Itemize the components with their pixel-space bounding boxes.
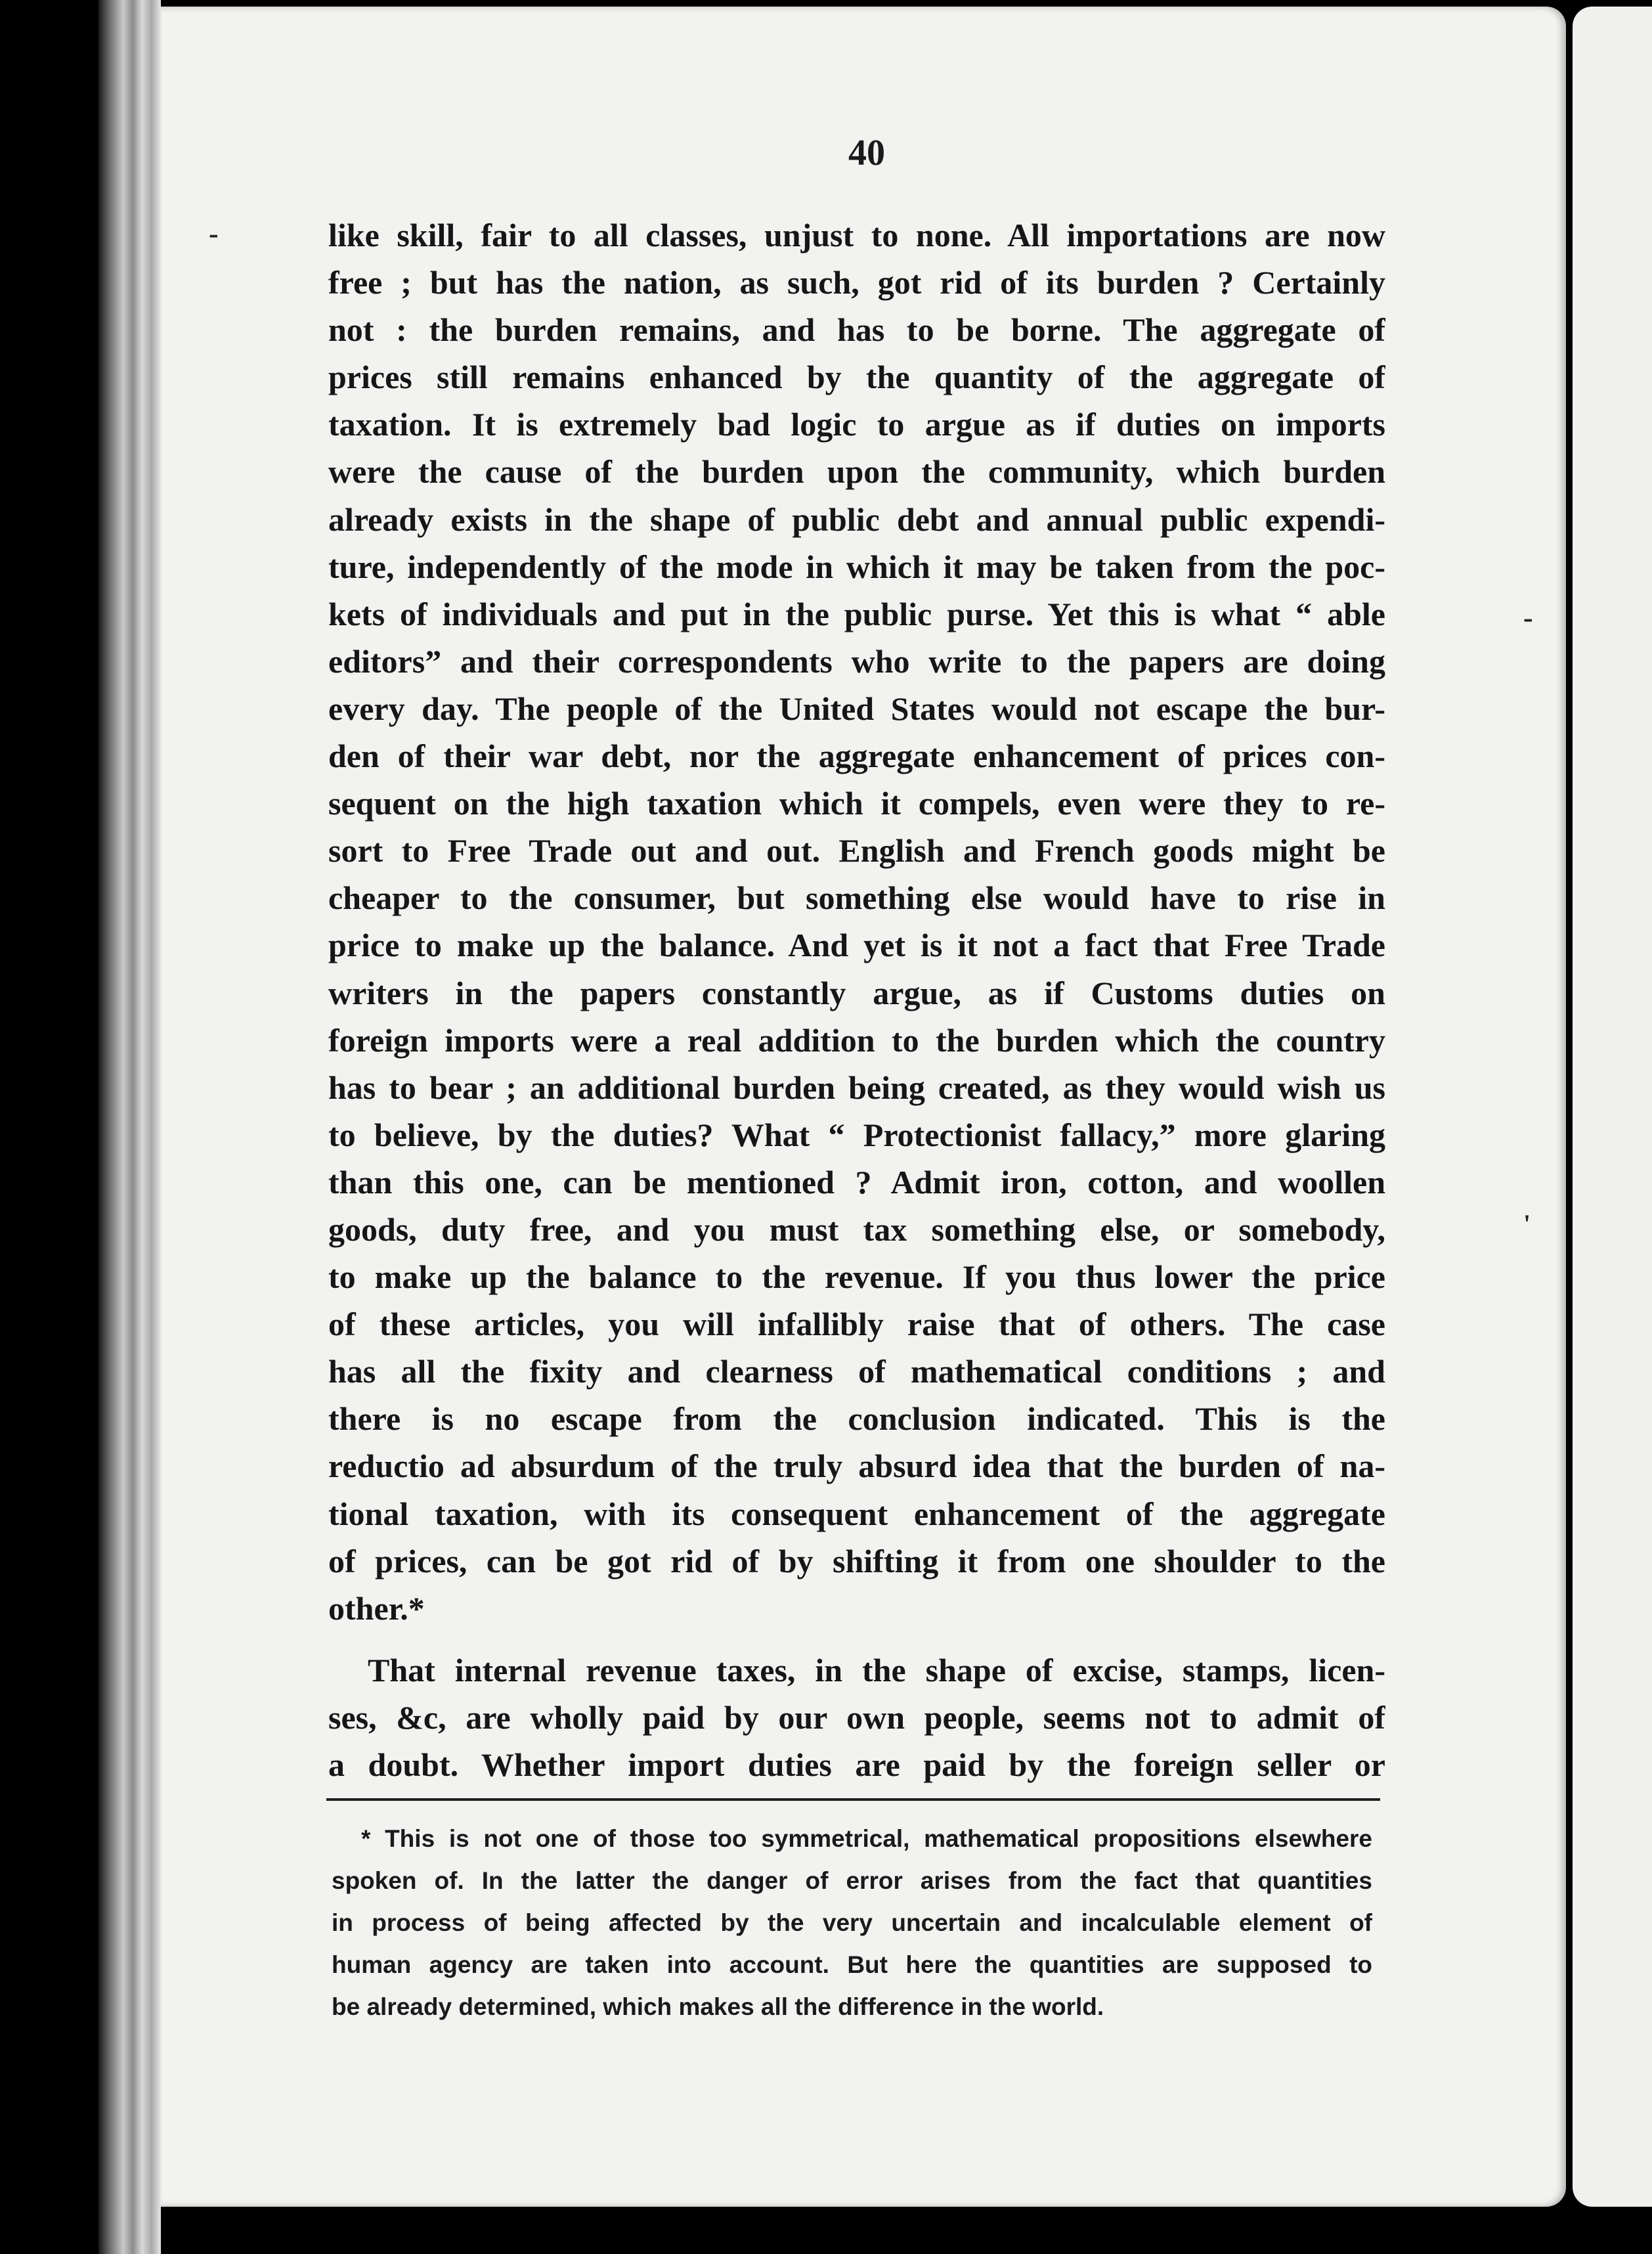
text-line: kets of individuals and put in the public purse. Yet this is what “ able: [328, 595, 1385, 632]
footnote-line: spoken of. In the latter the danger of error arises from the fact that quantities: [332, 1867, 1372, 1894]
text-line: a doubt. Whether import duties are paid by the foreign seller or: [328, 1746, 1385, 1783]
text-line: were the cause of the burden upon the community, which burden: [328, 453, 1385, 491]
text-line: has all the fixity and clearness of mathematical conditions ; and: [328, 1353, 1385, 1390]
text-line: writers in the papers constantly argue, as if Customs duties on: [328, 974, 1385, 1011]
page-number: 40: [848, 133, 885, 173]
text-line: than this one, can be mentioned ? Admit iron, cotton, and woollen: [328, 1163, 1385, 1201]
text-line: price to make up the balance. And yet is it not a fact that Free Trade: [328, 927, 1385, 964]
text-line: tional taxation, with its consequent enhancement of the aggregate: [328, 1495, 1385, 1532]
scan-mark: -: [1523, 602, 1533, 634]
text-line: taxation. It is extremely bad logic to argue as if duties on imports: [328, 406, 1385, 443]
text-line: to believe, by the duties? What “ Protectionist fallacy,” more glaring: [328, 1116, 1385, 1153]
footnote-rule: [326, 1798, 1380, 1801]
text-line: to make up the balance to the revenue. If you thus lower the price: [328, 1258, 1385, 1296]
text-line: every day. The people of the United States would not escape the bur-: [328, 690, 1385, 727]
text-line: prices still remains enhanced by the quantity of the aggregate of: [328, 359, 1385, 396]
text-line: sort to Free Trade out and out. English and French goods might be: [328, 832, 1385, 870]
text-line: foreign imports were a real addition to the burden which the country: [328, 1021, 1385, 1059]
text-line: goods, duty free, and you must tax something else, or somebody,: [328, 1210, 1385, 1248]
text-line: of these articles, you will infallibly raise that of others. The case: [328, 1306, 1385, 1343]
text-line: other.*: [328, 1589, 425, 1627]
text-line: reductio ad absurdum of the truly absurd idea that the burden of na-: [328, 1447, 1385, 1485]
text-line: free ; but has the nation, as such, got rid of its burden ? Certainly: [328, 264, 1385, 301]
text-line: already exists in the shape of public debt and annual public expendi-: [328, 500, 1385, 538]
text-line: of prices, can be got rid of by shifting it from one shoulder to the: [328, 1542, 1385, 1580]
text-line: not : the burden remains, and has to be borne. The aggregate of: [328, 311, 1385, 349]
text-line: editors” and their correspondents who write to the papers are doing: [328, 642, 1385, 680]
scan-mark: ': [1523, 1209, 1531, 1239]
text-line: den of their war debt, nor the aggregate enhancement of prices con-: [328, 738, 1385, 775]
text-line: ses, &c, are wholly paid by our own people, seems not to admit of: [328, 1698, 1385, 1736]
text-line: ture, independently of the mode in which it may be taken from the poc-: [328, 548, 1385, 585]
scan-mark: -: [209, 217, 219, 250]
text-line: cheaper to the consumer, but something else would have to rise in: [328, 879, 1385, 917]
text-line: like skill, fair to all classes, unjust to none. All importations are now: [328, 217, 1385, 254]
text-line: there is no escape from the conclusion indicated. This is the: [328, 1400, 1385, 1438]
next-page-edge: [1573, 7, 1652, 2207]
text-line: has to bear ; an additional burden being created, as they would wish us: [328, 1069, 1385, 1106]
footnote: [332, 1818, 1372, 2028]
footnote-line: in process of being affected by the very uncertain and incalculable element of: [332, 1909, 1372, 1936]
book-binding-edge: [98, 0, 161, 2254]
text-line: sequent on the high taxation which it compels, even were they to re-: [328, 785, 1385, 822]
footnote-line: * This is not one of those too symmetrical, mathematical propositions elsewhere: [361, 1825, 1372, 1852]
footnote-line: human agency are taken into account. But here the quantities are supposed to: [332, 1951, 1372, 1978]
text-line: That internal revenue taxes, in the shape of excise, stamps, licen-: [368, 1651, 1385, 1689]
body-text: [328, 211, 1385, 1788]
footnote-line: be already determined, which makes all the difference in the world.: [332, 1993, 1104, 2020]
